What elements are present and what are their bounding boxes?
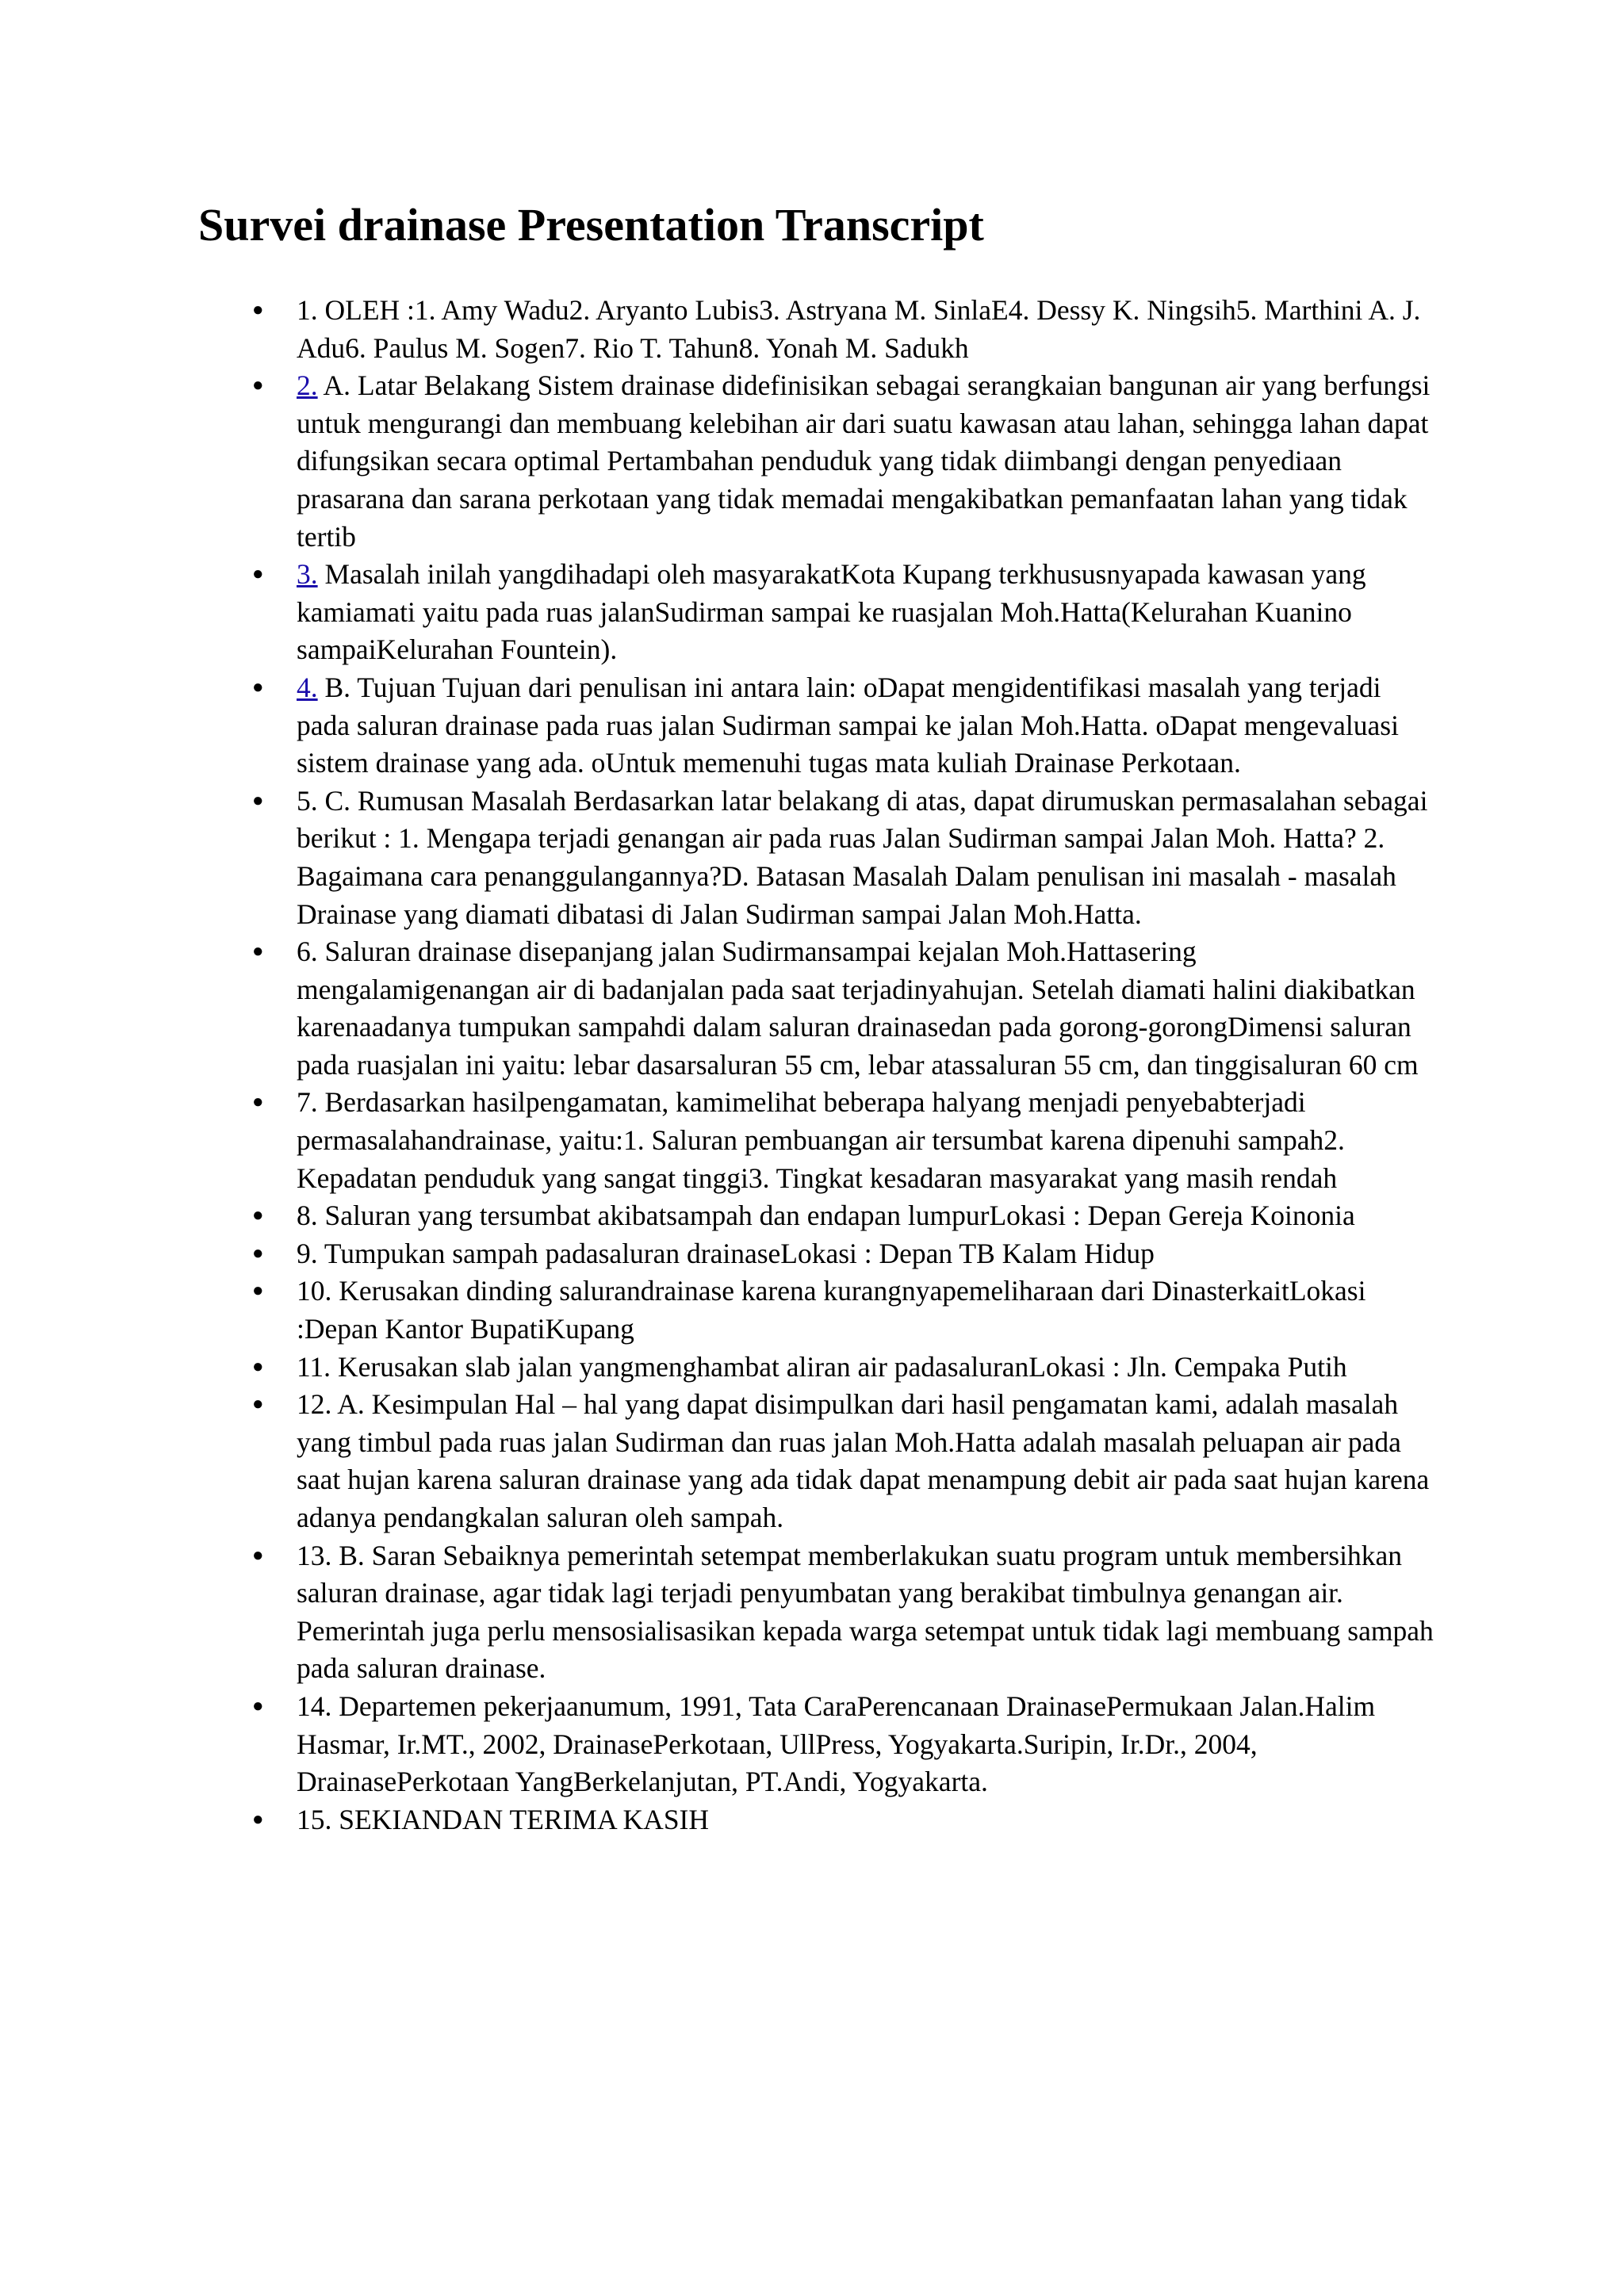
slide-number: 1. (297, 294, 318, 326)
slide-number: 8. (297, 1200, 318, 1232)
bullet-icon: ● (252, 375, 264, 396)
list-item (252, 669, 1435, 783)
bullet-icon: ● (252, 1808, 264, 1830)
item-text: SEKIANDAN TERIMA KASIH (339, 1803, 710, 1835)
list-item (252, 1197, 1435, 1235)
list-item (252, 1084, 1435, 1197)
item-text: Saluran drainase disepanjang jalan Sudirmansampai kejalan Moh.Hattasering mengalamigenangan air di badanjalan pada saat terjadinyahujan. Setelah diamati halini diakibatkan karenaadanya tumpukan sampahdi dalam saluran drainasedan pada gorong-gorongDimensi saluran pada ruasjalan ini yaitu: lebar dasarsaluran 55 cm, lebar atassaluran 55 cm, dan tinggisaluran 60 cm (297, 936, 1419, 1081)
list-item (252, 1272, 1435, 1348)
list-item (252, 367, 1435, 556)
slide-number: 11. (297, 1350, 331, 1383)
list-item (252, 1688, 1435, 1801)
bullet-icon: ● (252, 1205, 264, 1226)
item-text: Berdasarkan hasilpengamatan, kamimelihat beberapa halyang menjadi penyebabterjadi permasalahandrainase, yaitu:1. Saluran pembuangan air tersumbat karena dipenuhi sampah2. Kepadatan penduduk yang sangat tinggi3. Tingkat kesadaran masyarakat yang masih rendah (297, 1086, 1345, 1194)
item-text: Masalah inilah yangdihadapi oleh masyarakatKota Kupang terkhususnyapada kawasan yang kamiamati yaitu pada ruas jalanSudirman sampai ke ruasjalan Moh.Hatta(Kelurahan Kuanino sampaiKelurahan Fountein). (297, 558, 1366, 666)
bullet-icon: ● (252, 1242, 264, 1264)
bullet-icon: ● (252, 1280, 264, 1302)
slide-number: 10. (297, 1275, 332, 1307)
bullet-icon: ● (252, 1356, 264, 1377)
bullet-icon: ● (252, 564, 264, 585)
bullet-icon: ● (252, 790, 264, 811)
page-title: Survei drainase Presentation Transcript (198, 199, 984, 251)
list-item (252, 1386, 1435, 1536)
item-text: Departemen pekerjaanumum, 1991, Tata CaraPerencanaan DrainasePermukaan Jalan.Halim Hasmar, Ir.MT., 2002, DrainasePerkotaan, UllPress, Yogyakarta.Suripin, Ir.Dr., 2004, DrainasePerkotaan YangBerkelanjutan, PT.Andi, Yogyakarta. (297, 1689, 1376, 1798)
slide-number: 12. (297, 1388, 332, 1421)
list-item (252, 933, 1435, 1084)
item-text: Kerusakan slab jalan yangmenghambat aliran air padasaluranLokasi : Jln. Cempaka Putih (337, 1350, 1347, 1383)
transcript-list (252, 292, 1435, 1839)
list-item (252, 783, 1435, 933)
list-item (252, 1537, 1435, 1688)
list-item (252, 1349, 1435, 1387)
bullet-icon: ● (252, 1394, 264, 1415)
item-text: Saluran yang tersumbat akibatsampah dan endapan lumpurLokasi : Depan Gereja Koinonia (324, 1200, 1355, 1232)
bullet-icon: ● (252, 676, 264, 698)
slide-number: 13. (297, 1539, 332, 1571)
item-text: B. Tujuan Tujuan dari penulisan ini antara lain: oDapat mengidentifikasi masalah yang terjadi pada saluran drainase pada ruas jalan Sudirman sampai ke jalan Moh.Hatta. oDapat mengevaluasi sistem drainase yang ada. oUntuk memenuhi tugas mata kuliah Drainase Perkotaan. (297, 671, 1399, 779)
bullet-icon: ● (252, 1092, 264, 1113)
list-item (252, 556, 1435, 669)
bullet-icon: ● (252, 300, 264, 320)
slide-number-link[interactable]: 3. (297, 558, 318, 591)
bullet-icon: ● (252, 1695, 264, 1716)
item-text: B. Saran Sebaiknya pemerintah setempat memberlakukan suatu program untuk membersihkan saluran drainase, agar tidak lagi terjadi penyumbatan yang berakibat timbulnya genangan air. Pemerintah juga perlu mensosialisasikan kepada warga setempat untuk tidak lagi membuang sampah pada saluran drainase. (297, 1539, 1434, 1685)
list-item (252, 1235, 1435, 1273)
slide-number: 14. (297, 1689, 332, 1722)
item-text: OLEH :1. Amy Wadu2. Aryanto Lubis3. Astryana M. SinlaE4. Dessy K. Ningsih5. Marthini A. J. Adu6. Paulus M. Sogen7. Rio T. Tahun8. Yonah M. Sadukh (297, 294, 1421, 364)
slide-number: 9. (297, 1237, 318, 1269)
slide-number: 5. (297, 784, 318, 817)
item-text: A. Kesimpulan Hal – hal yang dapat disimpulkan dari hasil pengamatan kami, adalah masalah yang timbul pada ruas jalan Sudirman dan ruas jalan Moh.Hatta adalah masalah peluapan air pada saat hujan karena saluran drainase yang ada tidak dapat menampung debit air pada saat hujan karena adanya pendangkalan saluran oleh sampah. (297, 1388, 1430, 1533)
list-item (252, 292, 1435, 367)
item-text: C. Rumusan Masalah Berdasarkan latar belakang di atas, dapat dirumuskan permasalahan sebagai berikut : 1. Mengapa terjadi genangan air pada ruas Jalan Sudirman sampai Jalan Moh. Hatta? 2. Bagaimana cara penanggulangannya?D. Batasan Masalah Dalam penulisan ini masalah - masalah Drainase yang diamati dibatasi di Jalan Sudirman sampai Jalan Moh.Hatta. (297, 784, 1428, 930)
item-text: Tumpukan sampah padasaluran drainaseLokasi : Depan TB Kalam Hidup (324, 1237, 1155, 1269)
slide-number-link[interactable]: 2. (297, 369, 318, 402)
bullet-icon: ● (252, 1544, 264, 1566)
slide-number-link[interactable]: 4. (297, 671, 318, 703)
item-text: A. Latar Belakang Sistem drainase didefinisikan sebagai serangkaian bangunan air yang berfungsi untuk mengurangi dan membuang kelebihan air dari suatu kawasan atau lahan, sehingga lahan dapat difungsikan secara optimal Pertambahan penduduk yang tidak diimbangi dengan penyediaan prasarana dan sarana perkotaan yang tidak memadai mengakibatkan pemanfaatan lahan yang tidak tertib (297, 369, 1431, 553)
list-item (252, 1801, 1435, 1839)
slide-number: 7. (297, 1086, 318, 1119)
slide-number: 15. (297, 1803, 332, 1835)
item-text: Kerusakan dinding salurandrainase karena kurangnyapemeliharaan dari DinasterkaitLokasi :Depan Kantor BupatiKupang (297, 1275, 1366, 1345)
bullet-icon: ● (252, 941, 264, 962)
slide-number: 6. (297, 936, 318, 968)
